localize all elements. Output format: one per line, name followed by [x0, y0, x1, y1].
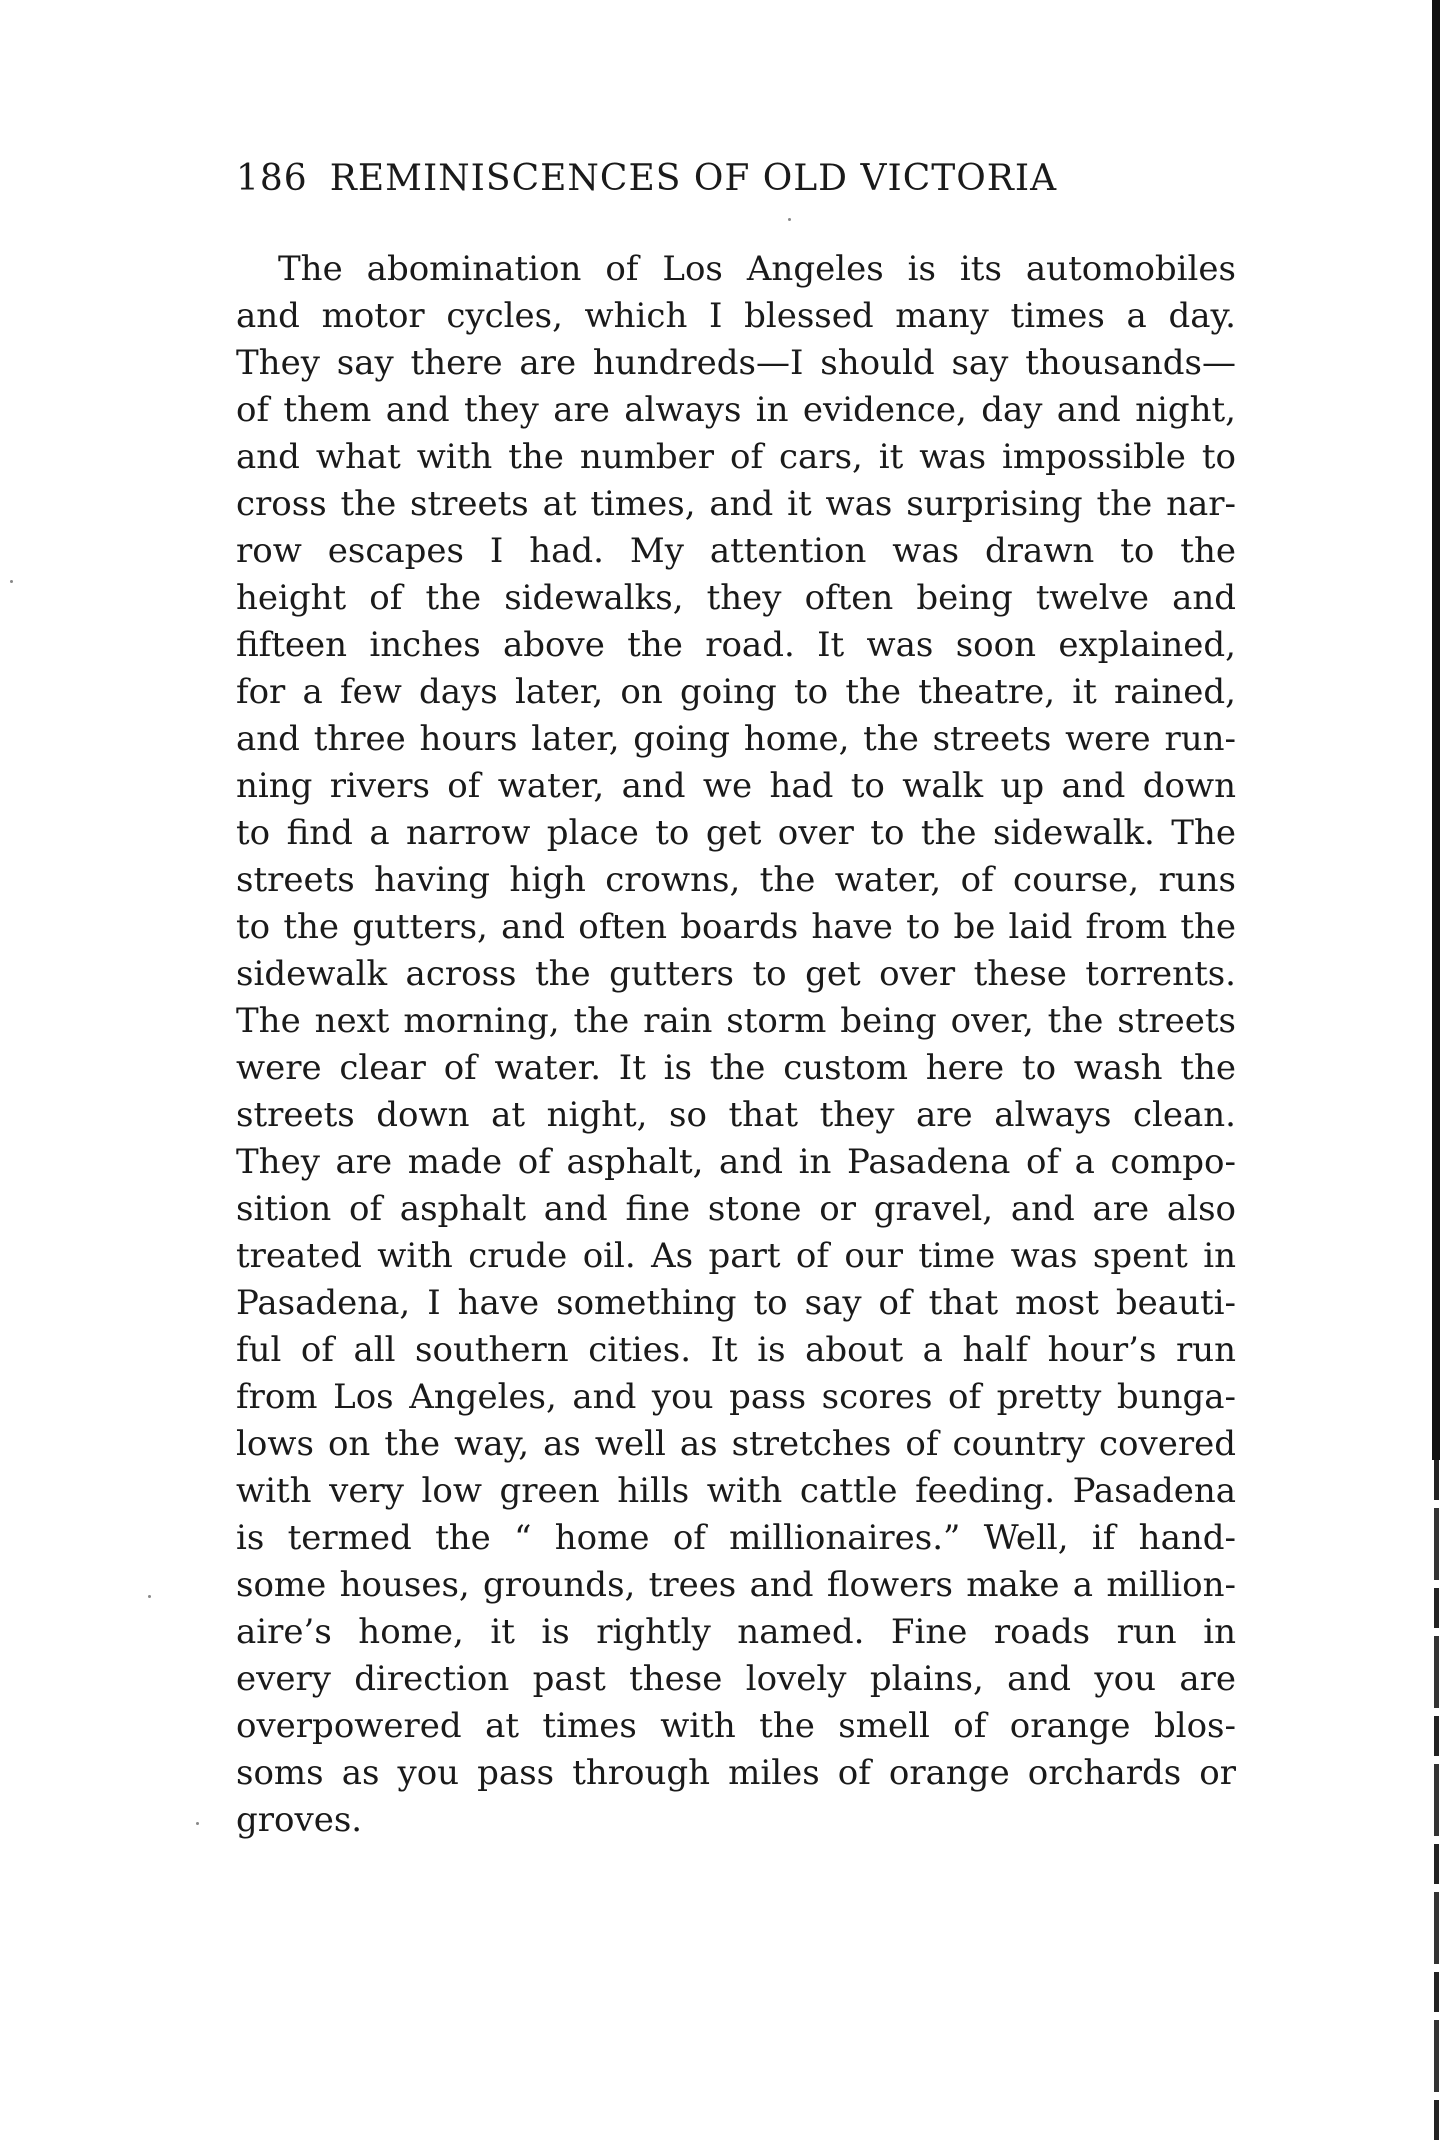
text-line: aire’s home, it is rightly named. Fine roads run in — [236, 1612, 1236, 1652]
text-line: height of the sidewalks, they often being twelve and — [236, 578, 1236, 618]
page-number: 186 — [236, 158, 308, 199]
text-line: and what with the number of cars, it was impossible to — [236, 437, 1236, 477]
text-line: to the gutters, and often boards have to be laid from the — [236, 907, 1236, 947]
binding-edge — [1432, 0, 1440, 1460]
text-line: streets having high crowns, the water, of course, runs — [236, 860, 1236, 900]
scan-speck — [196, 1822, 199, 1825]
text-line: row escapes I had. My attention was drawn to the — [236, 531, 1236, 571]
text-line: The abomination of Los Angeles is its automobiles — [278, 249, 1236, 289]
text-line: ning rivers of water, and we had to walk up and down — [236, 766, 1236, 806]
text-line: and three hours later, going home, the streets were run- — [236, 719, 1236, 759]
text-line: The next morning, the rain storm being over, the streets — [236, 1001, 1236, 1041]
running-header — [236, 158, 1057, 199]
text-line: sition of asphalt and fine stone or gravel, and are also — [236, 1189, 1236, 1229]
text-line: soms as you pass through miles of orange orchards or — [236, 1753, 1236, 1793]
text-line: with very low green hills with cattle feeding. Pasadena — [236, 1471, 1236, 1511]
text-line: Pasadena, I have something to say of that most beauti- — [236, 1283, 1236, 1323]
text-line: fifteen inches above the road. It was soon explained, — [236, 625, 1236, 665]
text-line: treated with crude oil. As part of our time was spent in — [236, 1236, 1236, 1276]
text-line: to find a narrow place to get over to the sidewalk. The — [236, 813, 1236, 853]
text-line: and motor cycles, which I blessed many times a day. — [236, 296, 1236, 336]
text-line: of them and they are always in evidence, day and night, — [236, 390, 1236, 430]
text-line: from Los Angeles, and you pass scores of pretty bunga- — [236, 1377, 1236, 1417]
text-line: were clear of water. It is the custom here to wash the — [236, 1048, 1236, 1088]
text-line: lows on the way, as well as stretches of country covered — [236, 1424, 1236, 1464]
text-line: They say there are hundreds—I should say thousands— — [236, 343, 1236, 383]
body-paragraph — [236, 246, 1236, 1844]
text-line: streets down at night, so that they are always clean. — [236, 1095, 1236, 1135]
text-line: overpowered at times with the smell of orange blos- — [236, 1706, 1236, 1746]
text-line: cross the streets at times, and it was surprising the nar- — [236, 484, 1236, 524]
running-title: REMINISCENCES OF OLD VICTORIA — [329, 158, 1058, 199]
scan-speck — [788, 218, 791, 221]
text-line: They are made of asphalt, and in Pasadena of a compo- — [236, 1142, 1236, 1182]
scan-speck — [10, 580, 13, 583]
text-line: is termed the “ home of millionaires.” Well, if hand- — [236, 1518, 1236, 1558]
scan-speck — [148, 1595, 151, 1598]
text-line: every direction past these lovely plains, and you are — [236, 1659, 1236, 1699]
text-line: for a few days later, on going to the theatre, it rained, — [236, 672, 1236, 712]
binding-edge-lower — [1434, 1460, 1439, 2140]
text-line: sidewalk across the gutters to get over these torrents. — [236, 954, 1236, 994]
text-line: ful of all southern cities. It is about a half hour’s run — [236, 1330, 1236, 1370]
text-line: some houses, grounds, trees and flowers make a million- — [236, 1565, 1236, 1605]
text-line: groves. — [236, 1800, 363, 1840]
